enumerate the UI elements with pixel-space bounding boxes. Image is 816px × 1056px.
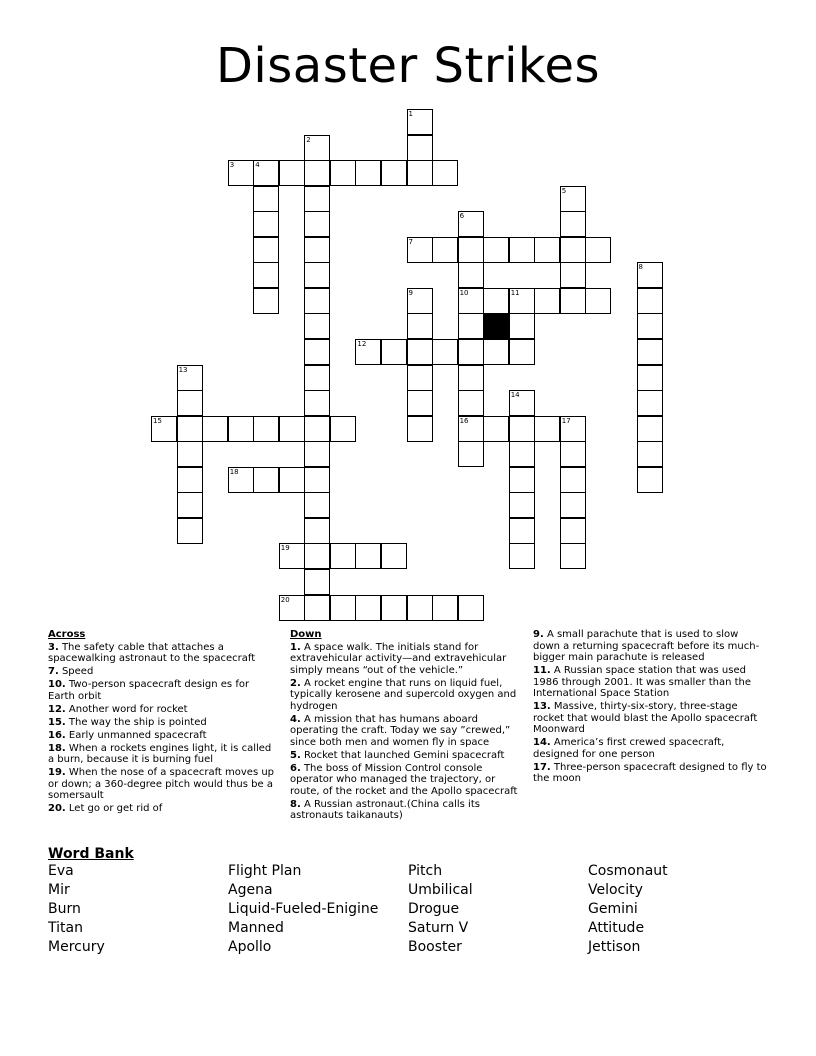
clue-number: 17. — [533, 761, 551, 773]
clue-text: Three-person spacecraft designed to fly to the moon — [533, 761, 767, 784]
grid-cell[interactable] — [381, 339, 407, 365]
grid-cell[interactable] — [304, 313, 330, 339]
grid-cell[interactable] — [637, 390, 663, 416]
grid-cell[interactable] — [330, 595, 356, 621]
clue-number: 6. — [290, 762, 301, 774]
grid-cell[interactable] — [253, 467, 279, 493]
down-clue — [533, 665, 768, 700]
down-clue — [290, 678, 522, 713]
clue-number-12: 12 — [357, 340, 367, 348]
grid-cell[interactable] — [304, 365, 330, 391]
clue-number: 20. — [48, 803, 66, 814]
grid-cell[interactable] — [509, 416, 535, 442]
grid-cell[interactable] — [534, 288, 560, 314]
across-clue — [48, 679, 276, 702]
clue-text: A Russian astronaut.(China calls its astronauts taikanauts) — [290, 798, 480, 821]
word-bank-word: Drogue — [408, 901, 460, 917]
grid-cell[interactable] — [381, 543, 407, 569]
across-clue — [48, 743, 276, 766]
clue-number: 4. — [290, 713, 301, 725]
clue-number-19: 19 — [280, 544, 290, 553]
word-bank-word: Titan — [48, 920, 83, 936]
clue-text: Another word for rocket — [68, 703, 188, 715]
down-clue — [290, 750, 522, 762]
clue-number-16: 16 — [459, 416, 469, 425]
grid-cell[interactable] — [253, 211, 279, 237]
puzzle-title: Disaster Strikes — [215, 38, 601, 94]
grid-cell[interactable] — [560, 211, 586, 237]
grid-cell[interactable] — [509, 543, 535, 569]
clue-number-13: 13 — [178, 365, 188, 374]
clue-text: Speed — [61, 666, 94, 677]
clue-number-20: 20 — [280, 595, 290, 604]
clue-number-7: 7 — [408, 237, 413, 246]
grid-cell[interactable] — [304, 441, 330, 467]
grid-cell[interactable] — [458, 313, 484, 339]
clue-text: A space walk. The initials stand for extravehicular activity—and extravehicular simply means “out of the vehicle.” — [290, 641, 507, 676]
grid-cell[interactable] — [253, 237, 279, 263]
word-bank-word: Apollo — [228, 939, 272, 955]
grid-cell[interactable] — [458, 390, 484, 416]
clue-number: 14. — [533, 737, 551, 748]
grid-cell[interactable] — [458, 339, 484, 365]
grid-cell[interactable] — [304, 262, 330, 288]
clue-number-17: 17 — [561, 416, 571, 425]
word-bank-word: Cosmonaut — [588, 863, 668, 879]
grid-cell[interactable] — [304, 390, 330, 416]
grid-cell[interactable] — [509, 492, 535, 518]
clue-text: A Russian space station that was used 1986 through 2001. It was smaller than the International Space Station — [533, 665, 752, 699]
grid-cell[interactable] — [304, 492, 330, 518]
word-bank-word: Pitch — [408, 863, 443, 879]
clue-text: A mission that has humans aboard operating the craft. Today we say ”crewed,” since both men and women fly in space — [290, 713, 511, 748]
clue-number: 16. — [48, 729, 66, 741]
grid-cell[interactable] — [432, 160, 458, 186]
down-clues-continued — [533, 629, 768, 786]
grid-cell[interactable] — [228, 416, 254, 442]
word-bank-word: Mercury — [48, 939, 105, 955]
grid-cell[interactable] — [458, 262, 484, 288]
grid-cell[interactable] — [407, 595, 433, 621]
grid-cell[interactable] — [637, 416, 663, 442]
clue-number-6: 6 — [459, 212, 465, 221]
grid-cell[interactable] — [279, 467, 305, 493]
grid-cell[interactable] — [253, 262, 279, 288]
across-clue — [48, 803, 276, 815]
grid-cell[interactable] — [560, 262, 586, 288]
grid-cell[interactable] — [483, 339, 509, 365]
grid-cell[interactable] — [483, 237, 509, 263]
clue-number-4: 4 — [255, 161, 260, 170]
grid-cell[interactable] — [560, 518, 586, 544]
grid-cell[interactable] — [381, 595, 407, 621]
grid-cell[interactable] — [279, 416, 305, 442]
grid-cell[interactable] — [355, 595, 381, 621]
word-bank-word: Umbilical — [408, 882, 473, 898]
black-cell — [483, 313, 509, 339]
grid-cell[interactable] — [407, 313, 433, 339]
down-clue — [533, 701, 768, 736]
grid-cell[interactable] — [585, 288, 611, 314]
clue-number-14: 14 — [510, 391, 520, 400]
grid-cell[interactable] — [534, 237, 560, 263]
clue-number: 1. — [290, 641, 301, 653]
grid-cell[interactable] — [177, 441, 203, 467]
grid-cell[interactable] — [560, 492, 586, 518]
clue-number-2: 2 — [306, 135, 311, 144]
grid-cell[interactable] — [177, 518, 203, 544]
word-bank-word: Eva — [48, 863, 74, 879]
grid-cell[interactable] — [637, 441, 663, 467]
grid-cell[interactable] — [560, 237, 586, 263]
word-bank-word: Mir — [48, 882, 70, 898]
clue-text: Rocket that launched Gemini spacecraft — [303, 749, 505, 761]
clue-text: When a rockets engines light, it is called a burn, because it is burning fuel — [48, 742, 272, 765]
word-bank-word: Agena — [228, 882, 273, 898]
clue-number-11: 11 — [510, 288, 520, 297]
across-clues — [48, 629, 276, 816]
grid-cell[interactable] — [585, 237, 611, 263]
grid-cell[interactable] — [407, 135, 433, 161]
grid-cell[interactable] — [637, 365, 663, 391]
clue-text: Massive, thirty-six-story, three-stage rocket that would blast the Apollo spacecraft Moonward — [533, 701, 758, 735]
clue-text: When the nose of a spacecraft moves up or down; a 360-degree pitch would thus be a somersault — [48, 767, 275, 801]
clue-number: 2. — [290, 677, 301, 689]
grid-cell[interactable] — [279, 160, 305, 186]
word-bank-word: Flight Plan — [228, 863, 302, 879]
grid-cell[interactable] — [560, 467, 586, 493]
across-clue — [48, 767, 276, 802]
across-clue — [48, 717, 276, 729]
grid-cell[interactable] — [483, 416, 509, 442]
clue-number-18: 18 — [229, 467, 239, 476]
grid-cell[interactable] — [304, 237, 330, 263]
clue-number: 3. — [48, 641, 59, 653]
grid-cell[interactable] — [637, 288, 663, 314]
grid-cell[interactable] — [304, 569, 330, 595]
grid-cell[interactable] — [458, 237, 484, 263]
clue-number: 19. — [48, 767, 66, 778]
clue-number-1: 1 — [408, 110, 413, 118]
word-bank-word: Attitude — [588, 920, 645, 936]
down-clue — [533, 762, 768, 785]
grid-cell[interactable] — [432, 237, 458, 263]
grid-cell[interactable] — [330, 543, 356, 569]
grid-cell[interactable] — [407, 365, 433, 391]
word-bank-word: Liquid-Fueled-Enigine — [228, 901, 379, 917]
across-clue — [48, 730, 276, 742]
grid-cell[interactable] — [534, 416, 560, 442]
clue-number-15: 15 — [153, 416, 162, 425]
grid-cell[interactable] — [407, 390, 433, 416]
grid-cell[interactable] — [381, 160, 407, 186]
word-bank-word: Burn — [48, 901, 81, 917]
clue-number: 13. — [533, 701, 551, 712]
grid-cell[interactable] — [304, 186, 330, 212]
down-clue — [533, 737, 768, 760]
grid-cell[interactable] — [355, 543, 381, 569]
down-clue — [290, 763, 522, 798]
grid-cell[interactable] — [355, 160, 381, 186]
word-bank-word: Gemini — [588, 901, 638, 917]
grid-cell[interactable] — [637, 467, 663, 493]
grid-cell[interactable] — [304, 288, 330, 314]
clue-number: 15. — [48, 716, 66, 728]
down-heading: Down — [290, 629, 322, 640]
clue-number-5: 5 — [561, 186, 567, 195]
word-bank-word: Velocity — [588, 882, 643, 898]
grid-cell[interactable] — [560, 543, 586, 569]
grid-cell[interactable] — [177, 416, 203, 442]
down-clue — [290, 642, 522, 677]
across-clue — [48, 642, 276, 665]
grid-cell[interactable] — [509, 237, 535, 263]
grid-cell[interactable] — [304, 211, 330, 237]
clue-number-10: 10 — [459, 288, 469, 297]
grid-cell[interactable] — [304, 518, 330, 544]
grid-cell[interactable] — [202, 416, 228, 442]
word-bank-column — [408, 862, 583, 957]
grid-cell[interactable] — [304, 160, 330, 186]
grid-cell[interactable] — [330, 160, 356, 186]
across-heading: Across — [48, 629, 86, 640]
word-bank-word: Booster — [408, 939, 462, 955]
grid-cell[interactable] — [509, 467, 535, 493]
grid-cell[interactable] — [432, 339, 458, 365]
clue-number: 12. — [48, 703, 66, 715]
clue-number: 5. — [290, 749, 301, 761]
clue-number-3: 3 — [229, 161, 235, 170]
grid-cell[interactable] — [304, 339, 330, 365]
grid-cell[interactable] — [304, 467, 330, 493]
across-clue — [48, 704, 276, 716]
clue-text: America’s first crewed spacecraft, designed for one person — [533, 737, 725, 760]
word-bank-word: Saturn V — [408, 920, 469, 936]
down-clues — [290, 629, 522, 823]
clue-text: The way the ship is pointed — [68, 716, 207, 728]
clue-number: 18. — [48, 742, 66, 754]
word-bank-column — [588, 862, 763, 957]
clue-number: 8. — [290, 798, 301, 810]
word-bank-column — [48, 862, 223, 957]
clue-text: A small parachute that is used to slow down a returning spacecraft before its much-bigger main parachute is released — [533, 629, 760, 663]
down-clue — [290, 799, 522, 822]
clue-text: A rocket engine that runs on liquid fuel, typically kerosene and supercold oxygen and hydrogen — [290, 677, 517, 712]
word-bank-title: Word Bank — [48, 846, 134, 862]
clue-number: 7. — [48, 666, 59, 677]
grid-cell[interactable] — [304, 595, 330, 621]
grid-cell[interactable] — [304, 543, 330, 569]
grid-cell[interactable] — [407, 416, 433, 442]
across-clue — [48, 666, 276, 678]
grid-cell[interactable] — [407, 339, 433, 365]
grid-cell[interactable] — [637, 339, 663, 365]
grid-cell[interactable] — [560, 441, 586, 467]
down-clue — [533, 629, 768, 664]
grid-cell[interactable] — [177, 390, 203, 416]
word-bank-word: Jettison — [588, 939, 641, 955]
word-bank-word: Manned — [228, 920, 284, 936]
clue-text: Let go or get rid of — [68, 803, 163, 814]
clue-number: 11. — [533, 665, 551, 676]
grid-cell[interactable] — [304, 416, 330, 442]
clue-number-9: 9 — [408, 288, 413, 297]
grid-cell[interactable] — [509, 518, 535, 544]
grid-cell[interactable] — [330, 416, 356, 442]
grid-cell[interactable] — [560, 288, 586, 314]
grid-cell[interactable] — [509, 339, 535, 365]
clue-number: 9. — [533, 629, 544, 640]
grid-cell[interactable] — [177, 492, 203, 518]
grid-cell[interactable] — [253, 186, 279, 212]
grid-cell[interactable] — [177, 467, 203, 493]
grid-cell[interactable] — [458, 365, 484, 391]
word-bank-column — [228, 862, 403, 957]
grid-cell[interactable] — [458, 595, 484, 621]
clue-text: The safety cable that attaches a spacewalking astronaut to the spacecraft — [48, 641, 256, 664]
clue-number-8: 8 — [638, 263, 643, 272]
clue-text: Early unmanned spacecraft — [68, 729, 207, 741]
clue-text: Two-person spacecraft design es for Earth orbit — [48, 679, 250, 702]
grid-cell[interactable] — [253, 288, 279, 314]
grid-cell[interactable] — [458, 441, 484, 467]
grid-cell[interactable] — [253, 416, 279, 442]
grid-cell[interactable] — [483, 288, 509, 314]
grid-cell[interactable] — [509, 313, 535, 339]
grid-cell[interactable] — [637, 313, 663, 339]
grid-cell[interactable] — [509, 441, 535, 467]
grid-cell[interactable] — [407, 160, 433, 186]
down-clue — [290, 714, 522, 749]
clue-text: The boss of Mission Control console operator who managed the trajectory, or route, of the rocket and the Apollo spacecraft — [290, 762, 518, 797]
grid-cell[interactable] — [432, 595, 458, 621]
clue-number: 10. — [48, 679, 66, 690]
